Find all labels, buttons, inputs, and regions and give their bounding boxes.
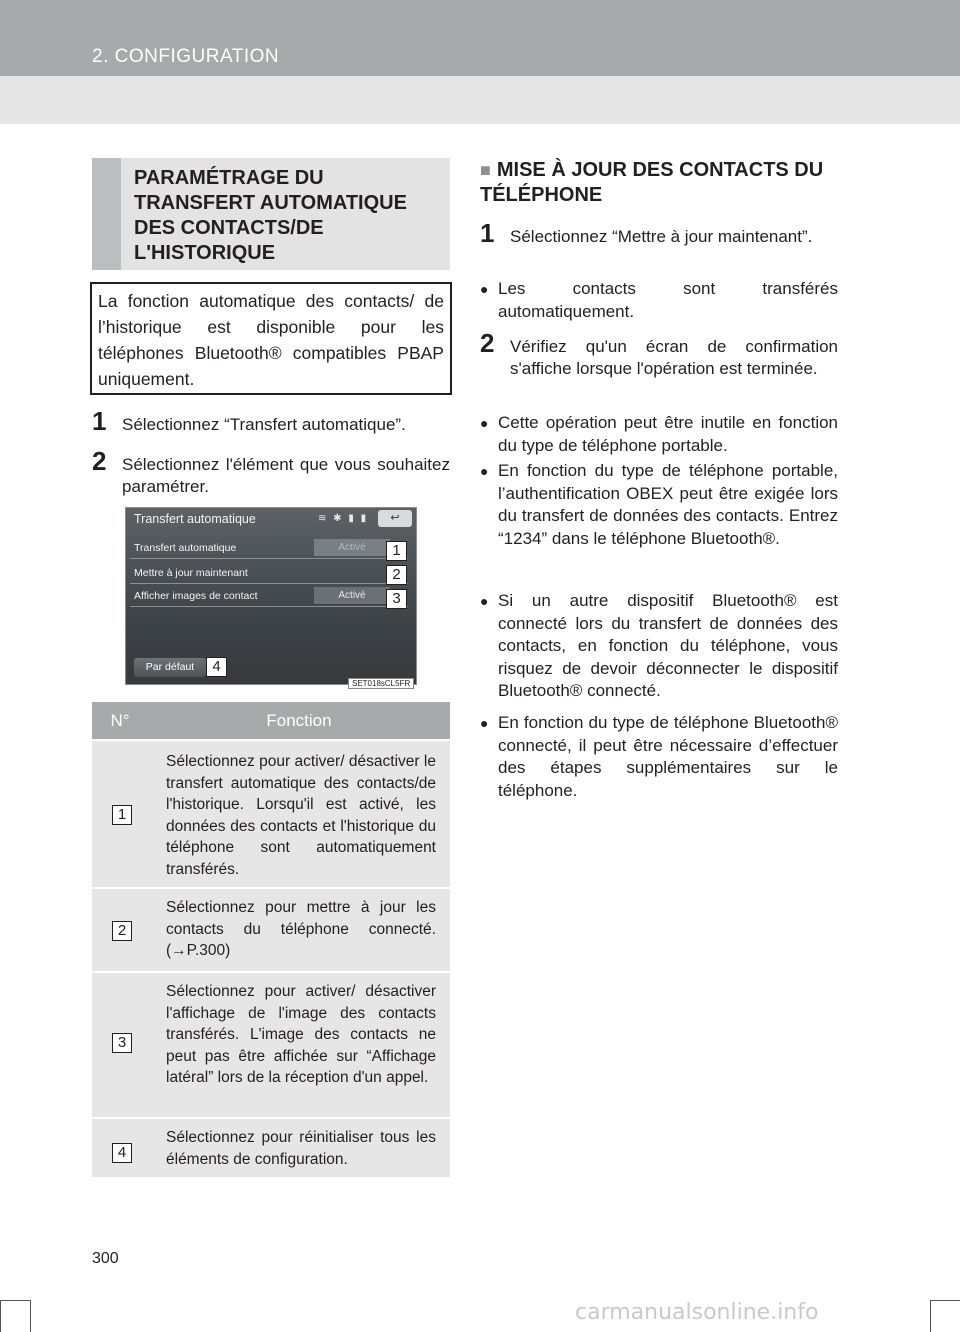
note-box: La fonction automatique des contacts/ de l’historique est disponible pour les téléphones Bluetooth® compatibles PBAP uniquement.	[90, 282, 452, 395]
table-row	[92, 971, 450, 1117]
bullet-icon: ●	[480, 463, 489, 479]
bullet-icon: ●	[480, 415, 489, 431]
row-description: Sélectionnez pour mettre à jour les contacts du téléphone connecté. (→P.300)	[166, 899, 436, 959]
step-text: Sélectionnez “Mettre à jour maintenant”.	[510, 227, 813, 246]
right-section-title	[480, 158, 840, 208]
step-number: 2	[92, 446, 107, 476]
table-header	[92, 702, 450, 739]
row-description: Sélectionnez pour réinitialiser tous les éléments de configuration.	[166, 1129, 436, 1168]
bullet-icon: ●	[480, 281, 489, 297]
crop-mark	[930, 1300, 960, 1301]
bullet-item	[480, 412, 838, 457]
section-heading-box	[92, 158, 450, 270]
bullet-item	[480, 460, 838, 550]
bullet-text: Les contacts sont transférés automatiquement.	[498, 279, 838, 321]
step-number: 2	[480, 328, 495, 358]
bullet-icon: ●	[480, 593, 489, 609]
status-icons: ≋ ✱ ▮ ▮	[318, 513, 369, 524]
right-title-text: MISE À JOUR DES CONTACTS DU TÉLÉPHONE	[480, 159, 824, 206]
screen-row-auto-transfer[interactable]	[130, 538, 408, 559]
step-number: 1	[480, 218, 495, 248]
screen-title: Transfert automatique	[134, 512, 256, 526]
screen-row-show-images[interactable]	[130, 586, 408, 607]
bullet-text: En fonction du type de téléphone portable, l’authentification OBEX peut être exigée lors du transfert de données des contacts. Entrez “1234” dans le téléphone Bluetooth®.	[498, 461, 838, 548]
row-label: Transfert automatique	[134, 542, 237, 554]
heading-bar	[92, 158, 121, 270]
bullet-text: Cette opération peut être inutile en fonction du type de téléphone portable.	[498, 413, 838, 455]
step-number: 1	[92, 406, 107, 436]
header-subband	[0, 76, 960, 124]
watermark: carmanualsonline.info	[575, 1300, 819, 1325]
screen-row-update-now[interactable]	[130, 563, 408, 584]
row-number: 4	[112, 1143, 132, 1163]
crop-mark	[0, 1300, 1, 1332]
image-code: SET018sCL5FR	[348, 678, 414, 689]
default-button[interactable]: Par défaut	[134, 658, 206, 677]
row-label: Mettre à jour maintenant	[134, 567, 248, 579]
bullet-text: Si un autre dispositif Bluetooth® est connecté lors du transfert de données des contacts, en fonction du téléphone, vous risquez de devoir déconnecter le dispositif Bluetooth® connecté.	[498, 591, 838, 700]
row-description: Sélectionnez pour activer/ désactiver l'affichage de l'image des contacts transférés. L'image des contacts ne peut pas être affichée sur “Affichage latéral” lors de la réception d'un appel.	[166, 983, 436, 1086]
bullet-icon: ●	[480, 715, 489, 731]
col-header-function: Fonction	[266, 711, 332, 730]
function-table	[92, 702, 450, 1177]
row-label: Afficher images de contact	[134, 590, 258, 602]
device-screenshot	[125, 507, 417, 685]
table-row	[92, 739, 450, 887]
back-button[interactable]: ↩	[378, 510, 412, 527]
col-header-number: N°	[110, 711, 130, 730]
crop-mark	[0, 1300, 30, 1301]
row-number: 3	[112, 1033, 132, 1053]
crop-mark	[930, 1300, 931, 1332]
table-row	[92, 887, 450, 971]
callout-2: 2	[386, 565, 407, 585]
callout-1: 1	[386, 541, 407, 561]
square-bullet-icon: ■	[480, 160, 491, 180]
row-value: Activé	[314, 539, 390, 556]
crop-mark	[30, 1300, 31, 1332]
row-number: 1	[112, 805, 132, 825]
row-value: Activé	[314, 587, 390, 604]
row-description: Sélectionnez pour activer/ désactiver le transfert automatique des contacts/de l'historique. Lorsqu'il est activé, les données des contacts et l'historique du téléphone sont automatiquement transférés.	[166, 753, 436, 878]
step-text: Vérifiez qu'un écran de confirmation s'affiche lorsque l'opération est terminée.	[510, 337, 838, 378]
bullet-item	[480, 712, 838, 802]
step-text: Sélectionnez “Transfert automatique”.	[122, 415, 406, 434]
row-number: 2	[112, 921, 132, 941]
callout-3: 3	[386, 589, 407, 609]
bullet-text: En fonction du type de téléphone Bluetooth® connecté, il peut être nécessaire d’effectuer des étapes supplémentaires sur le téléphone.	[498, 713, 838, 800]
section-title: 2. CONFIGURATION	[92, 46, 280, 67]
section-heading: PARAMÉTRAGE DU TRANSFERT AUTOMATIQUE DES CONTACTS/DE L'HISTORIQUE	[134, 167, 407, 264]
bullet-item	[480, 278, 838, 323]
callout-4: 4	[206, 657, 227, 677]
bullet-item	[480, 590, 838, 703]
table-row	[92, 1117, 450, 1177]
page-number: 300	[92, 1250, 119, 1267]
step-text: Sélectionnez l'élément que vous souhaitez paramétrer.	[122, 455, 450, 496]
